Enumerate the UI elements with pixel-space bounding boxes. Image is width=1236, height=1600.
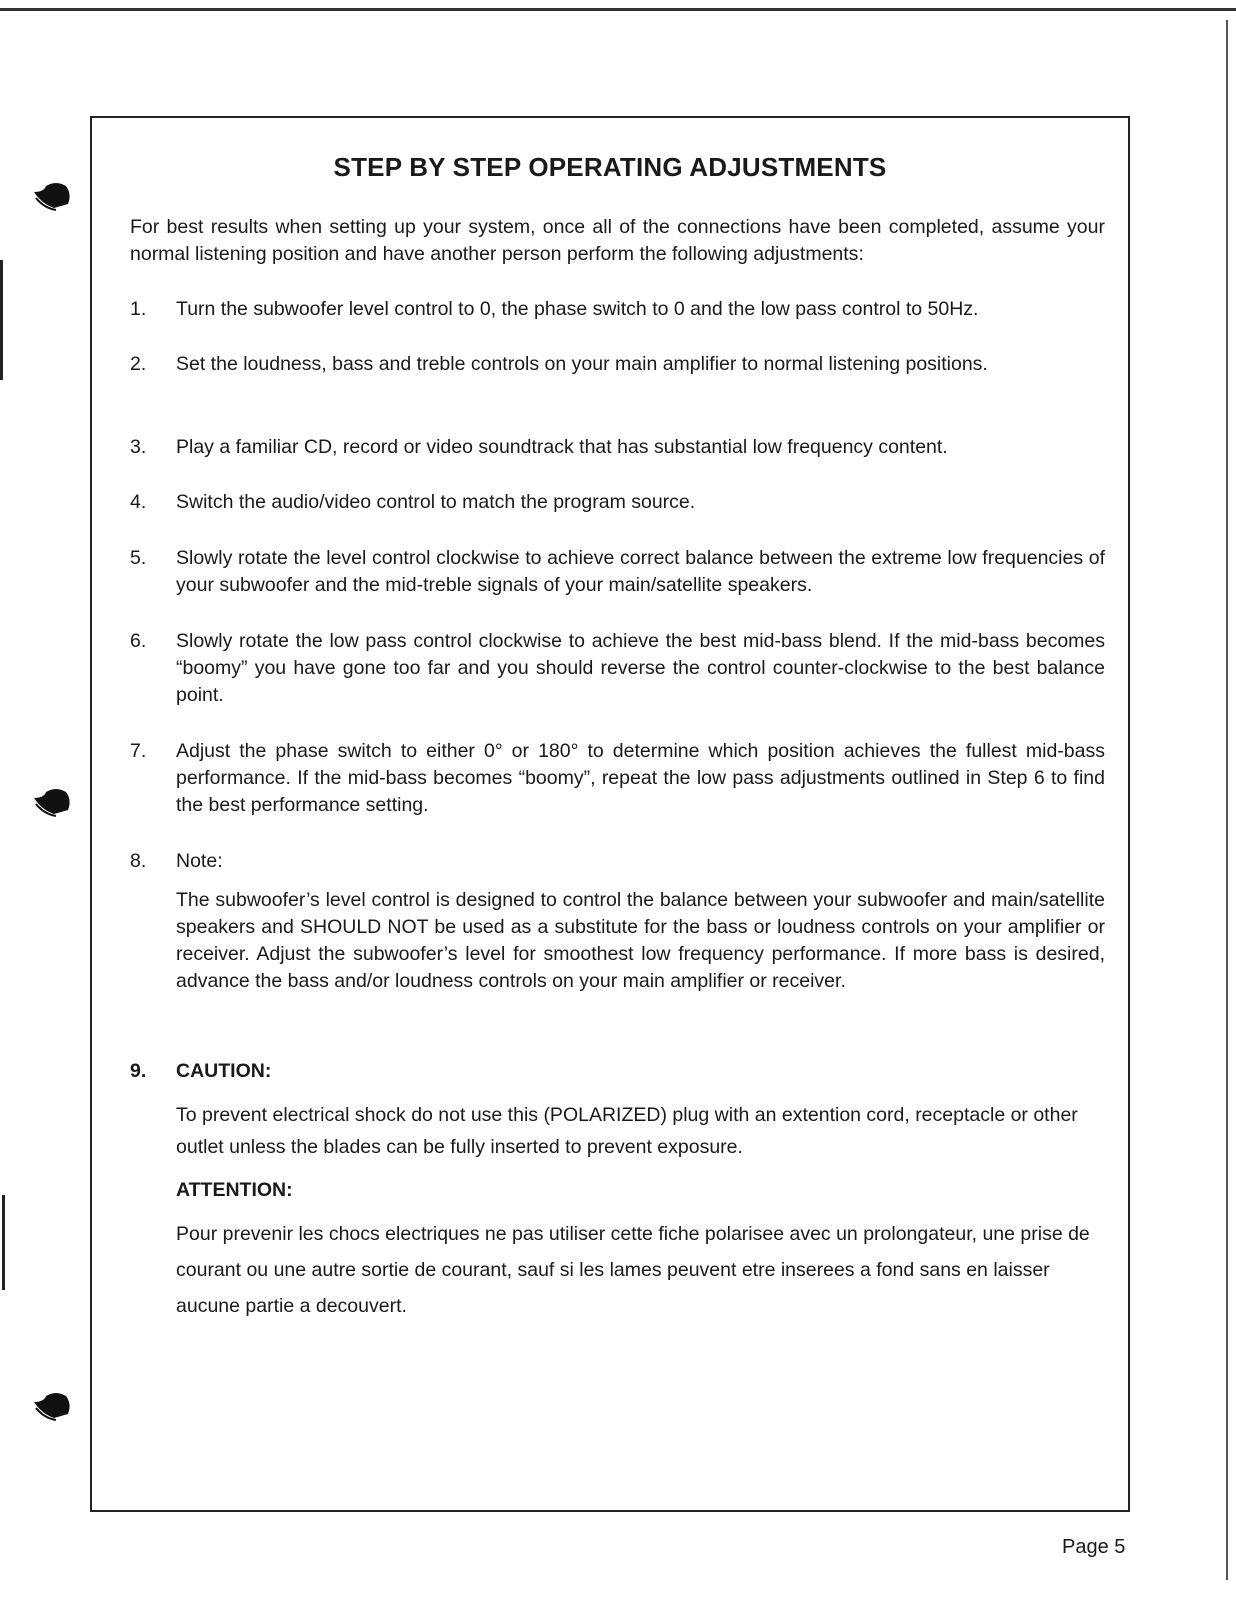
- step-number: 1.: [130, 298, 147, 320]
- binder-hole-icon: [32, 178, 72, 212]
- intro-paragraph: For best results when setting up your system, once all of the connections have been completed, assume your normal listening position and have another person perform the following adjustments:: [130, 216, 1105, 265]
- attention-text: Pour prevenir les chocs electriques ne pas utiliser cette fiche polarisee avec un prolongateur, une prise de courant ou une autre sortie de courant, sauf si les lames peuvent etre inserees a fond sans en laisser aucune partie a decouvert.: [176, 1223, 1090, 1317]
- content-frame: [90, 116, 1130, 1512]
- step-text: Switch the audio/video control to match the program source.: [176, 491, 696, 513]
- step-number: 5.: [130, 547, 147, 569]
- step-text: Slowly rotate the level control clockwise to achieve correct balance between the extreme low frequencies of your subwoofer and the mid-treble signals of your main/satellite speakers.: [176, 547, 1105, 596]
- binder-hole-icon: [32, 1388, 72, 1422]
- step-item: [130, 351, 1105, 378]
- step-number: 7.: [130, 740, 147, 762]
- step-item: [130, 489, 1105, 516]
- caution-text: To prevent electrical shock do not use this (POLARIZED) plug with an extention cord, receptacle or other outlet unless the blades can be fully inserted to prevent exposure.: [176, 1104, 1078, 1158]
- step-item-caution: [130, 1058, 1105, 1324]
- left-edge-mark: [0, 260, 3, 380]
- step-item: [130, 628, 1105, 709]
- step-number: 6.: [130, 630, 147, 652]
- note-label: Note:: [176, 850, 223, 872]
- note-text: The subwoofer’s level control is designed to control the balance between your subwoofer and main/satellite speakers and SHOULD NOT be used as a substitute for the bass or loudness controls on your amplifier or receiver. Adjust the subwoofer’s level for smoothest low frequency performance. If more bass is desired, advance the bass and/or loudness controls on your main amplifier or receiver.: [176, 889, 1105, 992]
- step-number: 4.: [130, 491, 147, 513]
- page-number: Page 5: [1062, 1536, 1126, 1558]
- attention-label: ATTENTION:: [176, 1179, 293, 1201]
- step-text: Turn the subwoofer level control to 0, the phase switch to 0 and the low pass control to 50Hz.: [176, 298, 979, 320]
- left-edge-mark-lower: [2, 1195, 5, 1290]
- step-number: 8.: [130, 850, 147, 872]
- step-number: 3.: [130, 436, 147, 458]
- caution-label: CAUTION:: [176, 1060, 272, 1082]
- step-text: Set the loudness, bass and treble controls on your main amplifier to normal listening positions.: [176, 353, 988, 375]
- top-rule: [0, 8, 1236, 11]
- page-title: STEP BY STEP OPERATING ADJUSTMENTS: [333, 152, 887, 182]
- step-text: Slowly rotate the low pass control clockwise to achieve the best mid-bass blend. If the mid-bass becomes “boomy” you have gone too far and you should reverse the control counter-clockwise to the best balance point.: [176, 630, 1105, 706]
- right-edge-shadow: [1226, 20, 1228, 1580]
- step-text: Adjust the phase switch to either 0° or 180° to determine which position achieves the fullest mid-bass performance. If the mid-bass becomes “boomy”, repeat the low pass adjustments outlined in Step 6 to find the best performance setting.: [176, 740, 1105, 816]
- step-item: [130, 738, 1105, 819]
- step-item-note: [130, 848, 1105, 995]
- step-number: 9.: [130, 1060, 147, 1082]
- step-item: [130, 545, 1105, 599]
- step-number: 2.: [130, 353, 147, 375]
- step-item: [130, 434, 1105, 461]
- step-text: Play a familiar CD, record or video soundtrack that has substantial low frequency content.: [176, 436, 948, 458]
- binder-hole-icon: [32, 784, 72, 818]
- step-item: [130, 296, 1105, 323]
